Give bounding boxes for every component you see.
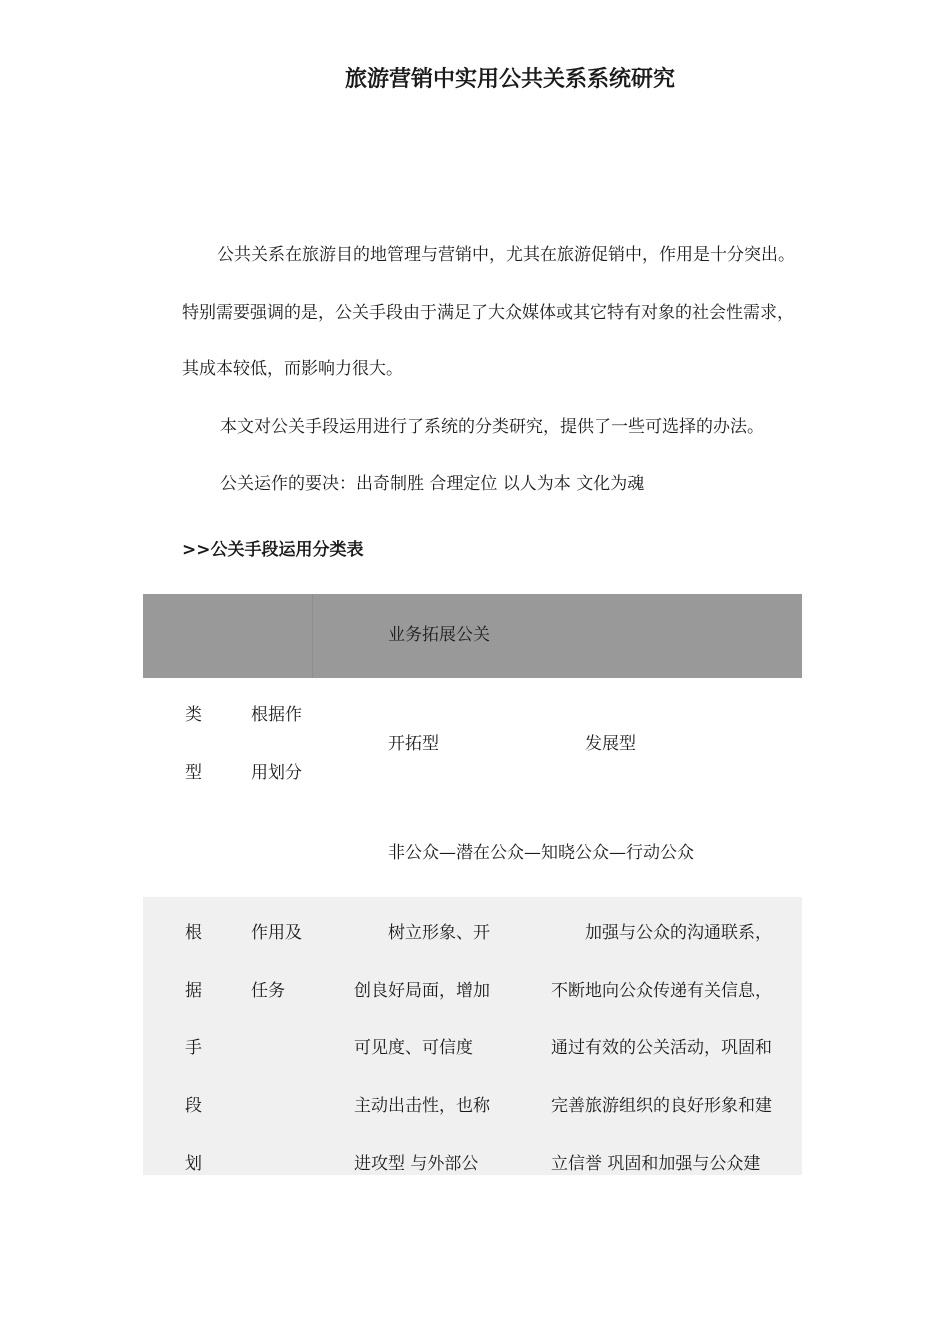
row2-col3-line1: 树立形象、开 [388, 923, 490, 943]
row2-col1-line2: 据 [185, 981, 202, 1001]
row1-col2-line1: 根据作 [251, 705, 302, 725]
row1-col1-line2: 型 [185, 763, 202, 783]
row2-col3-line3: 可见度、可信度 [354, 1038, 473, 1058]
paragraph-line-5: 公关运作的要决：出奇制胜 合理定位 以人为本 文化为魂 [220, 474, 645, 494]
row2-col3-line4: 主动出击性，也称 [354, 1096, 490, 1116]
table-header-label: 业务拓展公关 [388, 625, 490, 645]
row2-col1-line1: 根 [185, 923, 202, 943]
row2-col4-line2: 不断地向公众传递有关信息， [551, 981, 772, 1001]
row2-col4-line1: 加强与公众的沟通联系， [585, 923, 772, 943]
header-divider [312, 594, 313, 678]
paragraph-line-1: 公共关系在旅游目的地管理与营销中，尤其在旅游促销中，作用是十分突出。 [217, 245, 795, 265]
audience-chain: 非公众—潜在公众—知晓公众—行动公众 [388, 843, 694, 863]
row2-col3-line2: 创良好局面，增加 [354, 981, 490, 1001]
row2-col3-line5: 进攻型 与外部公 [354, 1154, 479, 1174]
paragraph-line-3: 其成本较低，而影响力很大。 [182, 359, 403, 379]
type-development: 发展型 [585, 734, 636, 754]
document-title: 旅游营销中实用公共关系系统研究 [344, 67, 675, 92]
row2-col4-line5: 立信誉 巩固和加强与公众建 [551, 1154, 761, 1174]
row2-col4-line4: 完善旅游组织的良好形象和建 [551, 1096, 772, 1116]
row2-col1-line4: 段 [185, 1096, 202, 1116]
paragraph-line-4: 本文对公关手段运用进行了系统的分类研究，提供了一些可选择的办法。 [220, 417, 764, 437]
section-heading: >>公关手段运用分类表 [182, 540, 364, 560]
paragraph-line-2: 特别需要强调的是，公关手段由于满足了大众媒体或其它特有对象的社会性需求， [182, 303, 794, 323]
row1-col2-line2: 用划分 [251, 763, 302, 783]
row2-col1-line3: 手 [185, 1038, 202, 1058]
row1-col1-line1: 类 [185, 705, 202, 725]
type-pioneering: 开拓型 [388, 734, 439, 754]
row2-col1-line5: 划 [185, 1154, 202, 1174]
row2-col2-line1: 作用及 [251, 923, 302, 943]
row2-col2-line2: 任务 [251, 981, 285, 1001]
row2-col4-line3: 通过有效的公关活动，巩固和 [551, 1038, 772, 1058]
